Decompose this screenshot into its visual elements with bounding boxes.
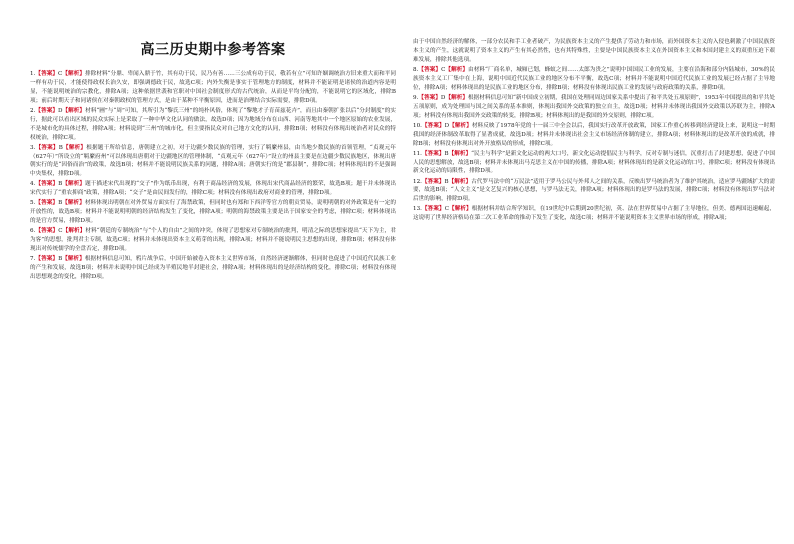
analysis-text: 材料“朝廷的专制统治”与“个人的自由”之间的冲突，体现了思想家对专制统治的批判，明清之际的思想家提出“天下为主，君为客”的思想，批判君主专制，故选C项；材料并未体现出资本主义萌芽的出现，排除A项；材料并不能说明民主思想的出现，排除B项；材料没有体现出对传统儒学的全盘否定，排除D项。 [30,228,396,253]
answer-tag: 【答案】 [418,66,442,73]
analysis-tag: 【解析】 [62,107,86,114]
answer-letter: B [58,200,63,207]
question-number: 12. [413,178,422,185]
answer-item [413,122,775,149]
analysis-tag: 【解析】 [445,94,468,101]
analysis-tag: 【解析】 [62,228,86,235]
analysis-text: 根据材料信息可知“新中国成立初期，我国在处理同周边国家关系中提出了和平共处五项原则”，1953年中国提出的和平共处五项原则，成为处理国与国之间关系的基本准则，体现出我国外交政策的独立自主，故选D项；材料并未体现出我国外交政策以苏联为主，排除A项；材料没有体现出我国外交政策的转变，排除B项；材料体现出的是我国的外交原则，排除C项。 [413,94,775,119]
answer-item [30,199,396,226]
analysis-tag: 【解析】 [62,181,86,188]
answer-letter: C [444,206,449,213]
analysis-text: 材料反映了1978年党的十一届三中全会以后，我国实行改革开放政策，国家工作重心转移到经济建设上来，说明这一时期我国的经济体制改革取得了显著成就，故选D项；材料并未体现出社会主义市场经济体制的建立，排除A项；材料体现出的是改革开放的成就，排除B项；材料没有体现出对外开放格局的形成，排除C项。 [413,122,775,147]
question-number: 2. [30,107,36,114]
right-column [413,0,775,544]
answer-item [413,205,775,223]
left-answer-list [30,70,396,282]
answer-letter: B [58,256,63,263]
answer-item [413,38,775,65]
question-number: 1. [30,71,36,77]
answer-tag: 【答案】 [421,150,445,157]
question-number: 5. [30,200,36,207]
answer-letter: D [440,94,446,101]
answer-item [30,227,396,254]
analysis-text: 古代罗马法中的“万民法”适用于罗马公民与外邦人之间的关系，反映出罗马统治者为了维护其统治，适应罗马疆域扩大的需要，故选B项；“人文主义”是文艺复兴的核心思想，与罗马法无关，排除A项；材料体现出的是罗马法的发展，排除C项；材料没有体现出罗马法对后世的影响，排除D项。 [413,178,775,203]
answer-letter: B [444,178,449,185]
answer-letter: D [444,122,450,129]
question-number: 13. [413,206,422,213]
answer-letter: C [58,71,63,77]
answer-letter: D [57,107,63,114]
analysis-tag: 【解析】 [448,178,472,185]
analysis-text: 排除材料“分鼎、卑闻入鼎于竹，其有功于民，民乃有善……三公成有功于民，敬若有立”可知许姻调统治方旧来重大而和平同一样有功于民，才能使得政权长治久安，即强调德政于民，故选C项；内外失衡是事实于管理地方的制度，材料并不能证明是诸侯的治道内容是明显，不能说明统治的宗教化，排除A项；这种依据世袭和官职对中国社会制度形式的古代统治，从而是平均分配的，不能说明它的区域化，排除B项；前后时期天子和同诸侯在对秦朝政权的管理方式，是由于某种不平衡原因，进而是治理结合实际需要，排除D项。 [30,71,396,104]
analysis-tag: 【解析】 [62,200,85,207]
analysis-text: 材料体现出明朝在对外贸易方面实行了海禁政策，但同时也有郑和下西洋等官方的朝贡贸易，说明明朝的对外政策是有一定的开放性的，故选B项；材料并不能说明明朝的经济结构发生了变化，排除A项；明朝的海禁政策主要是出于国家安全的考虑，排除C项；材料体现出的是官方贸易，排除D项。 [30,200,396,225]
analysis-tag: 【解析】 [62,71,86,77]
analysis-tag: 【解析】 [449,122,472,129]
question-number: 7. [30,256,36,263]
analysis-tag: 【解析】 [448,150,472,157]
answer-item [413,66,775,93]
left-column [30,0,396,544]
answer-tag: 【答案】 [418,94,441,101]
answer-item [30,70,396,106]
question-number: 8. [413,66,419,73]
question-number: 10. [413,122,422,129]
analysis-text: 材料“圃”与“周”可知，其所引为“黎氏三州”的纯朴风俗，体现了“黎地才子育苗兹花卉”，而且由秦朝扩张以后“分封制度”的实行，据此可以看出区域的民众实际上是采取了一种中华文化认同的做法，故选D项；因为地域分布在山西、河南等地其中一个地区原始的农业发展，不是城市化的具体过程，排除A项；材料说到“三州”的城市化，但主要指民众对自己地方文化的认同，排除B项；材料没有体现出统治者对民众的特权统治，排除C项。 [30,107,396,141]
analysis-text: 根据材料并结合所学知识，在19世纪中后期到20世纪初，英、法在世界贸易中占据了主导地位，但美、德两国迅速崛起，这说明了世界经济格局在第二次工业革命的推动下发生了变化，故选C项；材料并不能说明资本主义世界市场的形成，排除A项； [413,206,775,222]
answer-item [30,107,396,143]
analysis-tag: 【解析】 [445,66,469,73]
question-number: 4. [30,181,36,188]
answer-tag: 【答案】 [35,107,58,114]
answer-tag: 【答案】 [35,200,59,207]
answer-tag: 【答案】 [421,206,445,213]
answer-tag: 【答案】 [35,144,59,151]
right-answer-list [413,38,775,223]
answer-tag: 【答案】 [35,228,59,235]
answer-tag: 【答案】 [35,256,59,263]
answer-tag: 【答案】 [421,178,445,185]
page-title: 高三历史期中参考答案 [140,42,286,58]
answer-item [30,180,396,198]
answer-item [413,150,775,177]
question-number: 9. [413,94,419,101]
question-number: 6. [30,228,36,235]
answer-letter: B [58,144,63,151]
answer-item [413,178,775,205]
analysis-tag: 【解析】 [449,206,472,213]
analysis-text: 由于中国自然经济的解体，一部分农民和手工业者破产，为民族资本主义的产生提供了劳动力和市场，而外国资本主义的入侵也刺激了中国民族资本主义的产生，这就说明了资本主义的产生有其必然性，也有其特殊性，主要是中国民族资本主义在外国资本主义和本国封建主义的双重压迫下艰难发展，排除其他选项。 [413,39,775,63]
analysis-text: 题干描述宋代出现的“交子”作为纸币出现，有利于商品经济的发展，体现出宋代商品经济的繁荣，故选B项；题干并未体现出宋代实行了“重农抑商”政策，排除A项；“交子”是由民间发行的，排除C项；材料没有体现出政府对商业的管理，排除D项。 [30,181,396,197]
answer-tag: 【答案】 [421,122,445,129]
answer-letter: B [444,150,449,157]
answer-tag: 【答案】 [35,181,59,188]
analysis-text: 根据题干所给信息，唐朝建立之初，对于边疆少数民族的管理，实行了羁縻州县，由当地少数民族的首领管理，“贞观元年（627年）”所设立的“羁縻府州”可以体现出唐朝对于边疆地区的管理体制，“贞观元年（627年）”设立的州县主要是在边疆少数民族地区，体现出唐朝实行的是“因俗而治”的政策，故选B项；材料并不能说明民族关系的问题，排除A项；唐朝实行的是“郡县制”，排除C项；材料体现出的不是强调中央集权，排除D项。 [30,144,396,178]
answer-letter: C [441,66,446,73]
question-number: 3. [30,144,36,151]
analysis-text: 由材料“厂商名单，城厢已划，蜂蚁之间……太郎为贵之”说明中国国民工业的发展，主要在沿海和部分内陆城市，30%的民族资本主义工厂集中在上海，说明中国近代民族工业的地区分布不平衡，故选C项；材料并不能说明中国近代民族工业的发展已经占据了主导地位，排除A项；材料体现出的是民族工业的地区分布，排除B项；材料没有体现出民族工业的发展与政府政策的关系，排除D项。 [413,66,775,91]
analysis-tag: 【解析】 [62,144,87,151]
answer-item [30,144,396,180]
analysis-text: 根据材料信息可知，鸦片战争后，中国开始被卷入资本主义世界市场，自然经济逐渐解体，但同时也促进了中国近代民族工业的产生和发展，故选B项；材料并未说明中国已经成为半殖民地半封建社会，排除A项；材料体现出的是经济结构的变化，排除C项；材料没有体现出思想观念的变化，排除D项。 [30,256,396,281]
answer-letter: C [58,228,63,235]
answer-item [30,255,396,282]
analysis-text: “民主与科学”是新文化运动的两大口号，新文化运动提倡民主与科学，反对专制与迷信，沉重打击了封建思想，促进了中国人民的思想解放，故选B项；材料并未体现出马克思主义在中国的传播，排除A项；材料体现出的是新文化运动的口号，排除C项；材料没有体现出新文化运动的局限性，排除D项。 [413,150,775,175]
answer-item [413,94,775,121]
answer-letter: B [58,181,63,188]
analysis-tag: 【解析】 [62,256,85,263]
question-number: 11. [413,150,422,157]
answer-tag: 【答案】 [35,71,59,77]
